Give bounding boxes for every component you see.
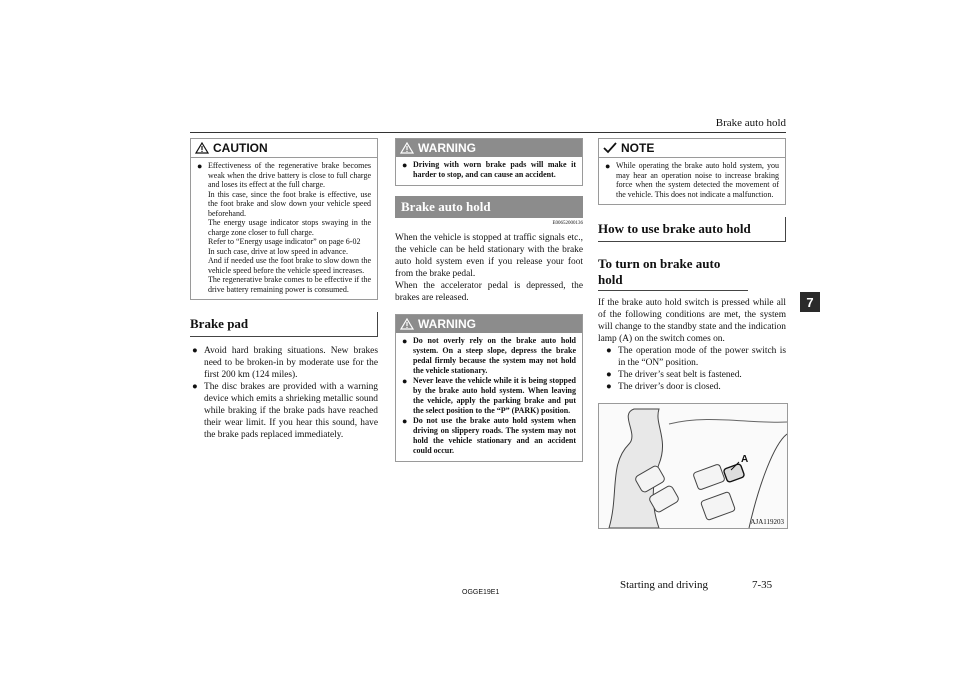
caution-text: In such case, drive at low speed in advance. bbox=[208, 246, 348, 256]
bullet-icon: ● bbox=[402, 160, 408, 170]
warning-triangle-icon bbox=[400, 142, 414, 154]
bullet-icon: ● bbox=[192, 346, 198, 356]
bullet-icon: ● bbox=[606, 382, 612, 392]
warning-triangle-icon bbox=[195, 142, 209, 154]
note-checkmark-icon bbox=[603, 142, 617, 154]
column-right bbox=[598, 138, 786, 529]
caution-text: Effectiveness of the regenerative brake becomes weak when the drive battery is close to full charge and loses its effect at the full charge. bbox=[208, 161, 371, 189]
figure-callout-label: A bbox=[741, 454, 749, 465]
section-title-brake-auto-hold: Brake auto hold bbox=[395, 196, 583, 218]
switch-figure bbox=[598, 403, 788, 529]
subsection-title-turn-on: To turn on brake auto hold bbox=[598, 252, 748, 291]
bullet-icon: ● bbox=[402, 416, 408, 426]
footer-section: Starting and driving bbox=[620, 579, 708, 591]
section-code: E00652000136 bbox=[552, 221, 583, 226]
figure-code: AJA119203 bbox=[750, 518, 784, 526]
warning-triangle-icon bbox=[400, 318, 414, 330]
bullet-icon: ● bbox=[606, 370, 612, 380]
caution-text: And if needed use the foot brake to slow down the vehicle speed before the vehicle speed increases. bbox=[208, 256, 371, 275]
warning-item: ● Do not overly rely on the brake auto hold system. On a steep slope, depress the brake pedal firmly because the system may not hold the vehicle stationary. bbox=[402, 336, 576, 375]
bullet-icon: ● bbox=[605, 161, 611, 171]
caution-header bbox=[191, 139, 377, 158]
caution-title: CAUTION bbox=[213, 141, 268, 155]
brake-auto-hold-switch-illustration bbox=[599, 404, 787, 528]
warning-box bbox=[395, 314, 583, 462]
header-rule bbox=[190, 132, 786, 133]
list-item: ● The driver’s door is closed. bbox=[606, 382, 721, 392]
caution-item bbox=[197, 161, 371, 294]
list-item: ● The operation mode of the power switch is in the “ON” position. bbox=[606, 346, 786, 368]
column-middle bbox=[395, 138, 583, 462]
running-title: Brake auto hold bbox=[715, 117, 786, 129]
bullet-icon: ● bbox=[402, 336, 408, 346]
note-title: NOTE bbox=[621, 141, 655, 155]
column-left bbox=[190, 138, 378, 441]
list-item: ● The disc brakes are provided with a warning device which emits a shrieking metallic sound while braking if the brake pads have reached their wear limit. If you hear this sound, have the brake pads replaced immediately. bbox=[192, 382, 378, 440]
paragraph: When the vehicle is stopped at traffic signals etc., the vehicle can be held stationary with the brake auto hold system even if you release your foot from the brake pedal. bbox=[395, 233, 583, 279]
warning-title: WARNING bbox=[418, 317, 476, 331]
bullet-icon: ● bbox=[192, 382, 198, 392]
bullet-icon: ● bbox=[606, 346, 612, 356]
bullet-icon: ● bbox=[197, 161, 203, 171]
list-item: ● The driver’s seat belt is fastened. bbox=[606, 370, 742, 380]
caution-text: The regenerative brake comes to be effective if the drive battery remaining power is consumed. bbox=[208, 275, 371, 294]
section-title-how-to-use: How to use brake auto hold bbox=[598, 217, 786, 242]
warning-item: ● Never leave the vehicle while it is being stopped by the brake auto hold system. When leaving the vehicle, apply the parking brake and put the select position to the “P” (PARK) position. bbox=[402, 376, 576, 415]
list-item: ● Avoid hard braking situations. New brakes need to be broken-in by moderate use for the first 200 km (124 miles). bbox=[192, 346, 378, 380]
paragraph: When the accelerator pedal is depressed, the brakes are released. bbox=[395, 281, 583, 303]
caution-text: The energy usage indicator stops swaying in the charge zone closer to full charge. bbox=[208, 218, 371, 237]
caution-text: Refer to “Energy usage indicator” on page 6-02 bbox=[208, 237, 361, 246]
section-title-brake-pad: Brake pad bbox=[190, 312, 378, 337]
warning-item: ● Do not use the brake auto hold system when driving on slippery roads. The system may not hold the vehicle stationary and an accident could occur. bbox=[402, 416, 576, 455]
paragraph: If the brake auto hold switch is pressed while all of the following conditions are met, the system will change to the standby state and the indication lamp (A) on the switch comes on. bbox=[598, 298, 786, 344]
note-box bbox=[598, 138, 786, 205]
caution-box bbox=[190, 138, 378, 300]
warning-header bbox=[396, 139, 582, 157]
note-item: ● While operating the brake auto hold system, you may hear an operation noise to increase braking force when the system detected the movement of the vehicle. This does not indicate a malfunction. bbox=[605, 161, 779, 199]
warning-item: ● Driving with worn brake pads will make it harder to stop, and can cause an accident. bbox=[402, 160, 576, 179]
note-header bbox=[599, 139, 785, 158]
bullet-icon: ● bbox=[402, 376, 408, 386]
warning-title: WARNING bbox=[418, 141, 476, 155]
caution-text: In this case, since the foot brake is effective, use the foot brake and slow down your vehicle speed beforehand. bbox=[208, 189, 371, 218]
warning-header bbox=[396, 315, 582, 333]
chapter-tab: 7 bbox=[800, 292, 820, 312]
footer-code: OGGE19E1 bbox=[462, 589, 500, 596]
page-number: 7-35 bbox=[752, 579, 773, 591]
warning-box bbox=[395, 138, 583, 186]
